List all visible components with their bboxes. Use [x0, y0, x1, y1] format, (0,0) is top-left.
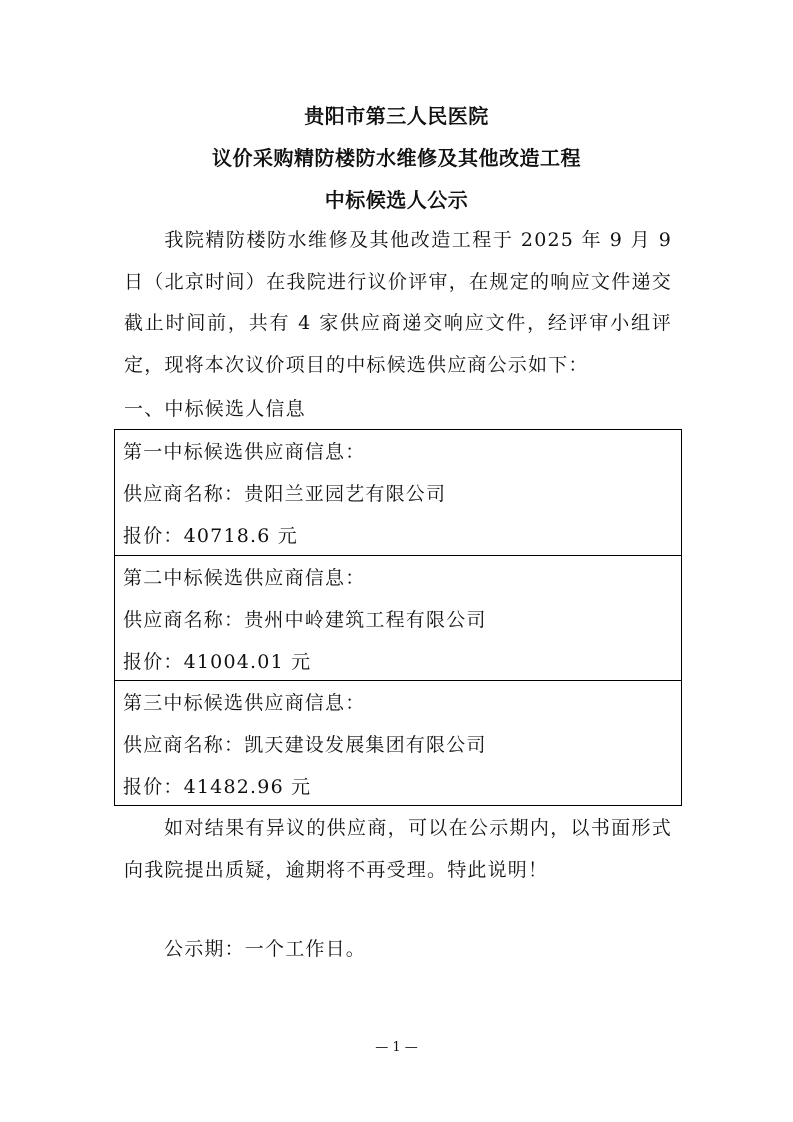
candidate-price: 报价：41482.96 元 — [123, 776, 312, 798]
candidate-name: 供应商名称：贵阳兰亚园艺有限公司 — [123, 483, 447, 505]
objection-paragraph — [124, 808, 672, 891]
document-heading: 中标候选人公示 — [324, 188, 469, 212]
candidate-price: 报价：41004.01 元 — [123, 651, 312, 673]
notice-period: 公示期：一个工作日。 — [164, 938, 367, 960]
candidate-name: 供应商名称：凯天建设发展集团有限公司 — [123, 734, 487, 756]
candidate-box-1 — [114, 429, 682, 556]
page-number: — 1 — — [375, 1040, 418, 1055]
candidate-heading: 第三中标候选供应商信息： — [123, 692, 366, 714]
candidate-heading: 第一中标候选供应商信息： — [123, 441, 366, 463]
document-title: 贵阳市第三人民医院 — [304, 104, 489, 128]
candidate-box-3 — [114, 680, 682, 806]
objection-text: 如对结果有异议的供应商，可以在公示期内，以书面形式向我院提出质疑，逾期将不再受理。特此说明！ — [124, 817, 672, 881]
candidate-box-2 — [114, 555, 682, 681]
candidate-name: 供应商名称：贵州中岭建筑工程有限公司 — [123, 609, 487, 631]
candidate-price: 报价：40718.6 元 — [123, 525, 299, 547]
candidate-heading: 第二中标候选供应商信息： — [123, 567, 366, 589]
section-heading: 一、中标候选人信息 — [124, 398, 306, 420]
intro-text: 我院精防楼防水维修及其他改造工程于 2025 年 9 月 9 日（北京时间）在我院进行议价评审，在规定的响应文件递交截止时间前，共有 4 家供应商递交响应文件，经评审小组评定，现将本次议价项目的中标候选供应商公示如下： — [124, 229, 672, 376]
document-subtitle: 议价采购精防楼防水维修及其他改造工程 — [212, 146, 581, 170]
intro-paragraph — [124, 220, 672, 386]
